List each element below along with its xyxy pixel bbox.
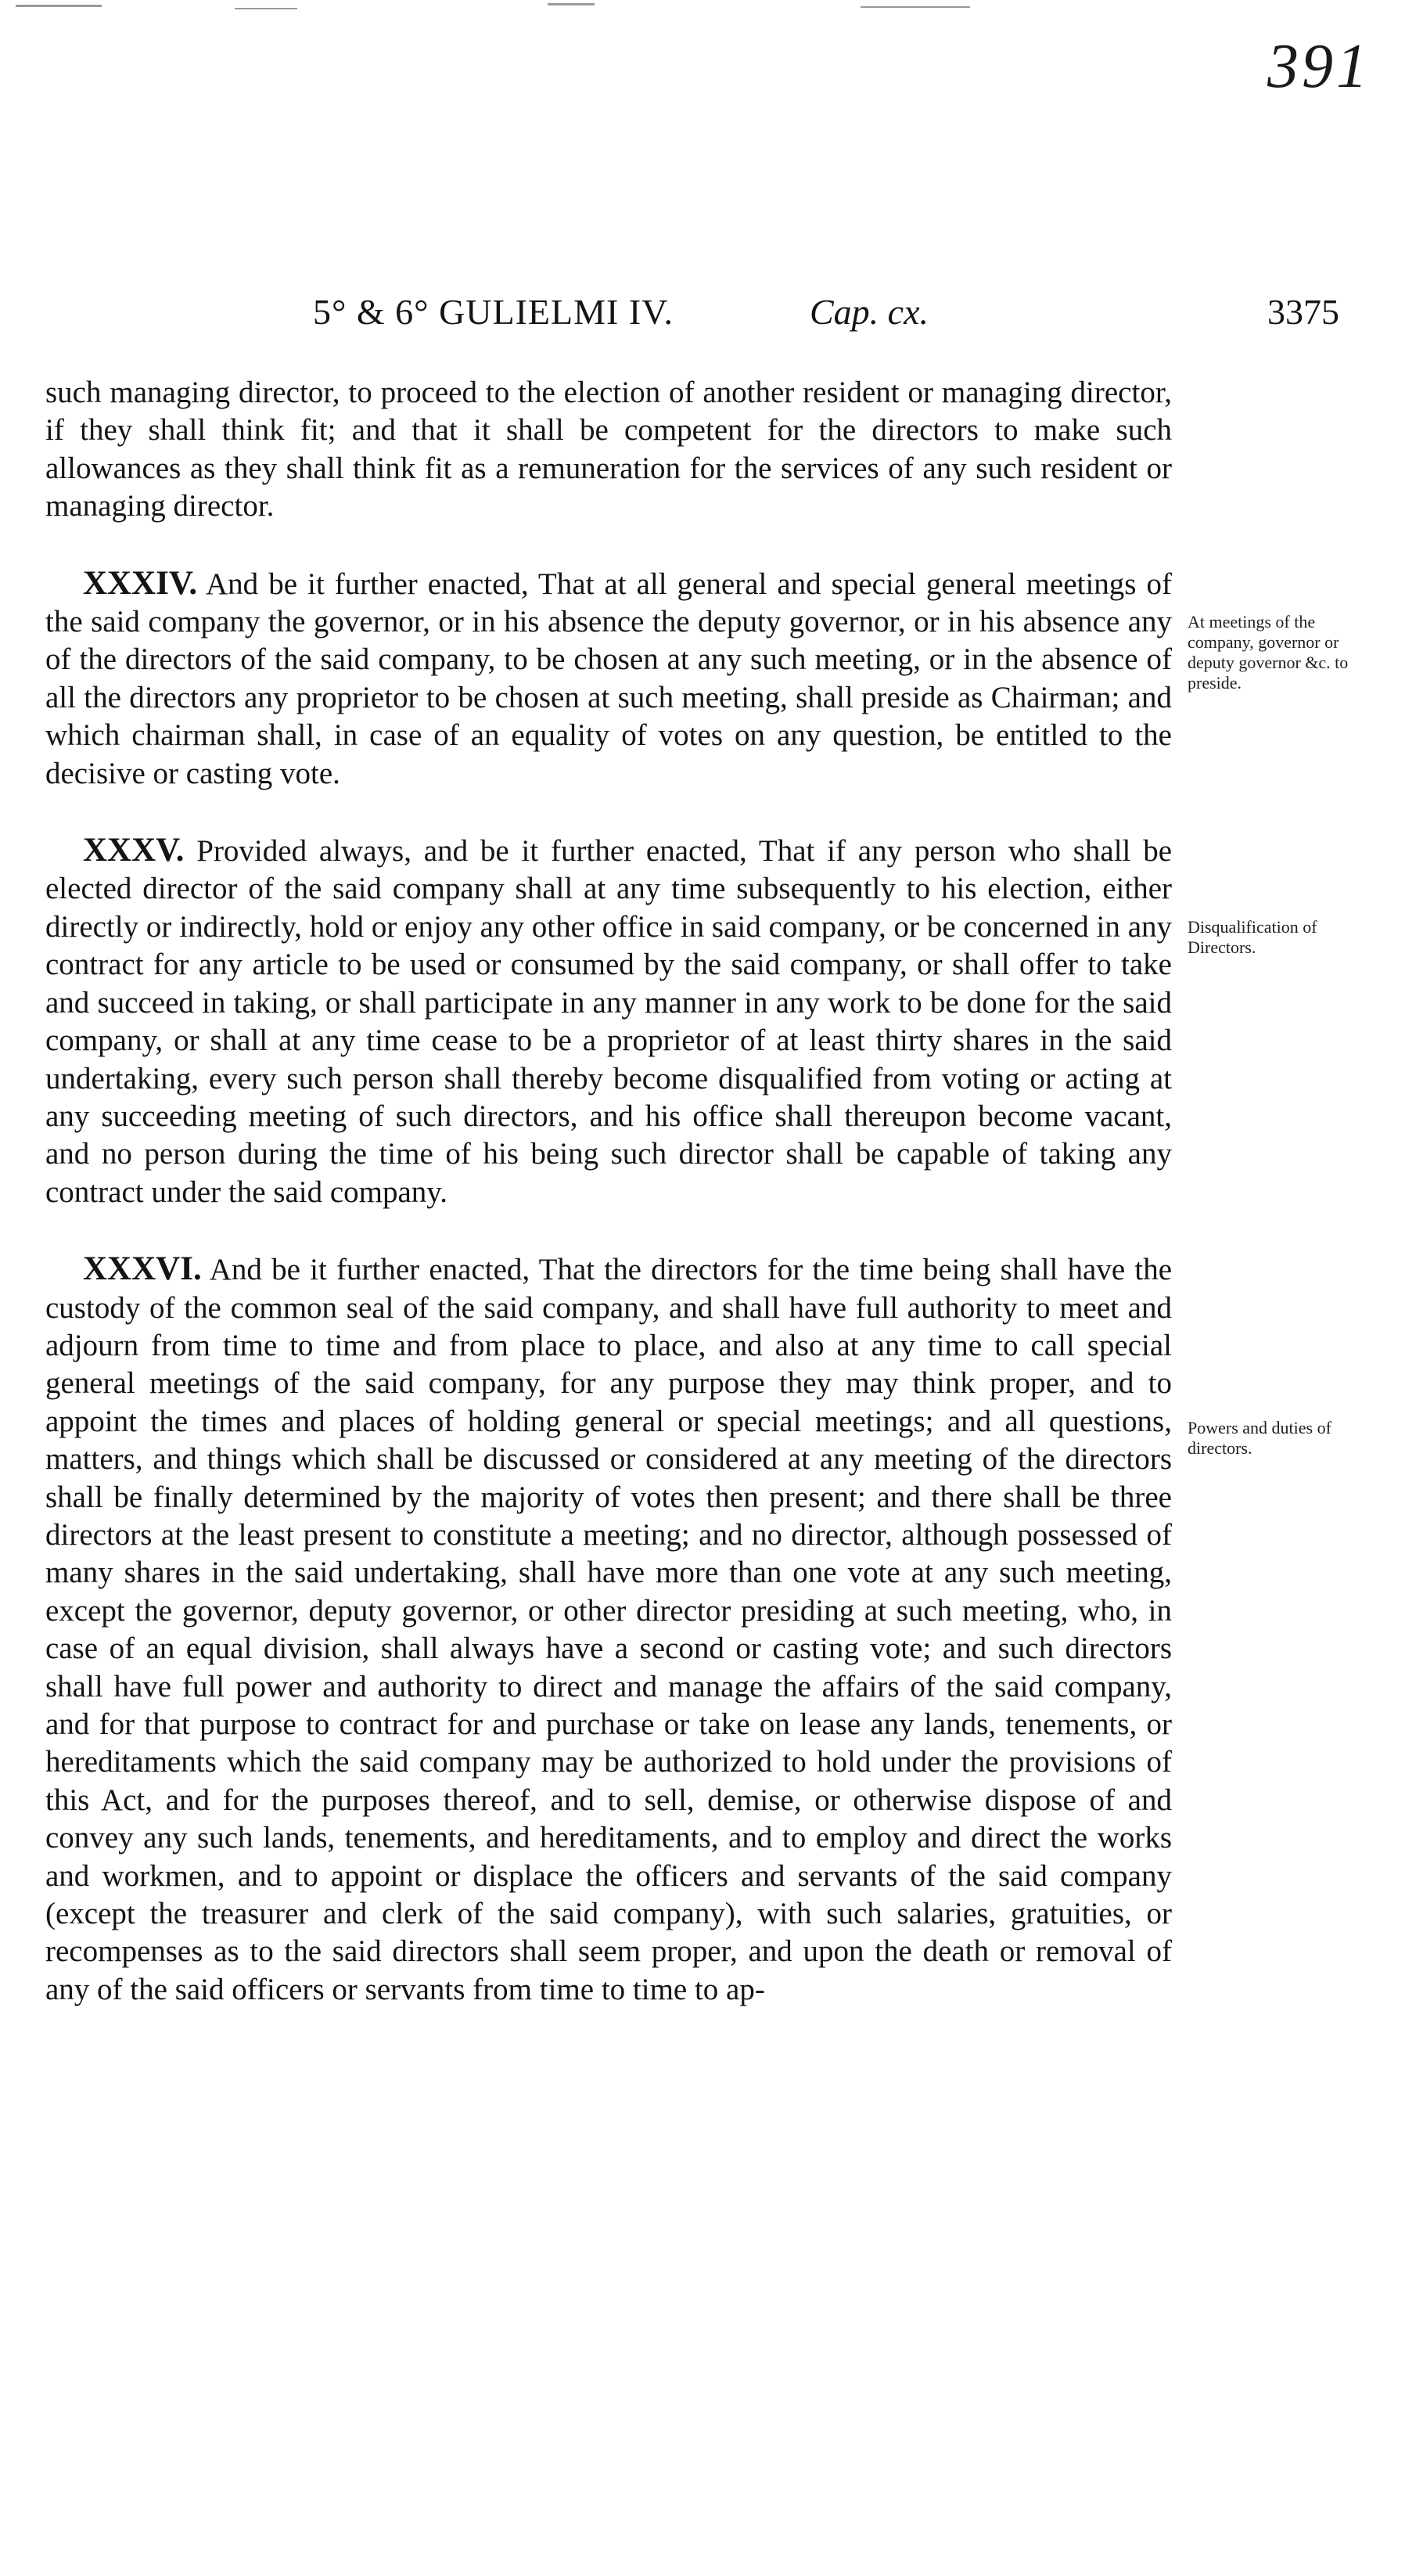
marginal-note-xxxv: Disqualification of Directors. — [1188, 917, 1317, 957]
page-number: 3375 — [1267, 292, 1339, 332]
scan-speck — [16, 5, 102, 7]
running-head — [0, 291, 1423, 338]
section-number: XXXV. — [83, 832, 185, 869]
scan-speck — [235, 8, 297, 9]
scan-speck — [548, 3, 595, 5]
act-regnal-title: 5° & 6° GULIELMI IV. — [313, 292, 674, 332]
section-body: And be it further enacted, That at all general and special general meetings of the said company the governor, or in his absence the deputy governor, or in his absence any of the directors of the said company, to be chosen at any such meeting, or in the absence of all the directors any proprietor to be chosen at such meeting, shall preside as Chairman; and which chairman shall, in case of an equality of votes on any question, be entitled to the decisive or casting vote. — [45, 567, 1172, 790]
marginal-note-xxxiv: At meetings of the company, governor or deputy governor &c. to preside. — [1188, 612, 1349, 693]
marginal-note-xxxvi: Powers and duties of directors. — [1188, 1418, 1331, 1458]
scan-speck — [861, 6, 970, 8]
section-number: XXXVI. — [83, 1250, 202, 1288]
section-body: And be it further enacted, That the directors for the time being shall have the custody of the common seal of the said company, and shall have full authority to meet and adjourn from time to time and from place to place, and also at any time to call special general meetings of the said company, for any purpose they may think proper, and to appoint the times and places of holding general or special meetings; and all questions, matters, and things which shall be discussed or considered at any meeting of the directors shall be finally determined by the majority of votes then present; and there shall be three directors at the least present to constitute a meeting; and no director, although possessed of many shares in the said undertaking, shall have more than one vote at any such meeting, except the governor, deputy governor, or other director presiding at such meeting, who, in case of an equal division, shall always have a second or casting vote; and such directors shall have full power and authority to direct and manage the affairs of the said company, and for that purpose to contract for and purchase or take on lease any lands, tenements, or hereditaments which the said company may be authorized to hold under the provisions of this Act, and for the purposes thereof, and to sell, demise, or otherwise dispose of and convey any such lands, tenements, and hereditaments, and to employ and direct the works and workmen, and to appoint or displace the officers and servants of the said company (except the treasurer and clerk of the said company), with such salaries, gratuities, or recompenses as to the said directors shall seem proper, and upon the death or removal of any of the said officers or servants from time to time to ap- — [45, 1253, 1173, 2006]
section-xxxiv — [45, 565, 1172, 793]
chapter-reference: Cap. cx. — [810, 292, 929, 332]
section-number: XXXIV. — [83, 564, 198, 602]
continued-paragraph: such managing director, to proceed to the election of another resident or managing director, if they shall think fit; and that it shall be competent for the directors to make such allowances as they shall think fit as a remuneration for the services of any such resident or managing director. — [45, 376, 1172, 523]
statute-text — [45, 374, 1172, 2009]
handwritten-folio-number: 391 — [1267, 32, 1371, 101]
section-body: Provided always, and be it further enacted, That if any person who shall be elected director of the said company shall at any time subsequently to his election, either directly or indirectly, hold or enjoy any other office in said company, or be concerned in any contract for any article to be used or consumed by the said company, or shall offer to take and succeed in taking, or shall participate in any manner in any work to be done for the said company, or shall at any time cease to be a proprietor of at least thirty shares in the said undertaking, every such person shall thereby become disqualified from voting or acting at any succeeding meeting of such directors, and his office shall thereupon become vacant, and no person during the time of his being such director shall be capable of taking any contract under the said company. — [45, 834, 1172, 1209]
section-xxxv — [45, 832, 1172, 1211]
section-xxxvi — [45, 1250, 1172, 2009]
